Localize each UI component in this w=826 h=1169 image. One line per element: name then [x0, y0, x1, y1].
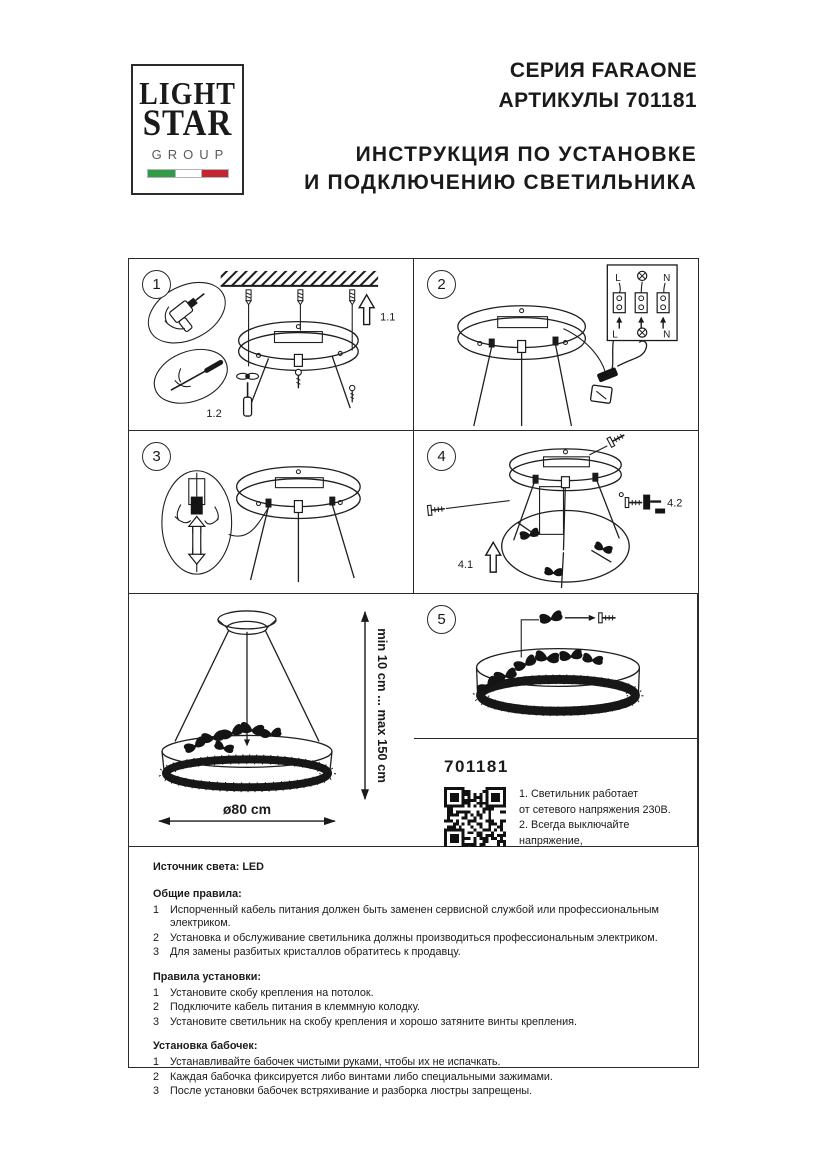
step-5-number: 5 — [427, 605, 456, 634]
dimension-drawing — [129, 594, 414, 846]
butterfly-icon — [219, 723, 244, 741]
panel-step-1 — [129, 259, 414, 431]
butterfly-icon — [539, 610, 564, 625]
articles-title: АРТИКУЛЫ 701181 — [498, 89, 697, 112]
terminal-block-icon — [657, 293, 669, 313]
label-line-bottom: L — [612, 329, 618, 341]
note-line: от сетевого напряжения 230В. — [519, 803, 671, 816]
flag-red-segment — [202, 170, 228, 177]
instruction-grid — [128, 258, 699, 1097]
wall-plug-icon — [350, 290, 355, 305]
screwdriver-hand-callout — [147, 340, 236, 413]
step-1-number: 1 — [142, 270, 171, 299]
label-line-top: L — [615, 272, 621, 284]
screw-icon — [607, 431, 627, 447]
step-3-drawing — [129, 431, 413, 593]
label-1-1: 1.1 — [380, 311, 396, 324]
label-4-1: 4.1 — [457, 559, 474, 572]
butterfly-icon — [582, 652, 604, 665]
list-item: 1 Испорченный кабель питания должен быть заменен сервисной службой или профессиональным электриком. — [153, 903, 659, 929]
series-title: СЕРИЯ FARAONE — [509, 59, 697, 82]
terminal-block-icon — [613, 293, 625, 313]
wall-plug-icon — [298, 290, 303, 305]
screw-icon — [295, 369, 301, 388]
earth-screw-icon — [638, 271, 647, 280]
list-item: 1 Устанавливайте бабочек чистыми руками, чтобы их не испачкать. — [153, 1056, 501, 1068]
butterfly-icon — [559, 648, 583, 661]
label-neutral-bottom: N — [663, 329, 671, 341]
ceiling-hatch — [221, 271, 378, 286]
panel-article — [414, 739, 698, 847]
butterfly-icon — [519, 527, 540, 541]
wall-plug-icon — [246, 290, 251, 305]
step-5-drawing — [414, 594, 697, 738]
panel-step-2 — [414, 259, 698, 431]
arrow-up-icon — [486, 542, 501, 572]
wiring-diagram — [607, 265, 677, 341]
diameter-label: ø80 cm — [222, 801, 272, 818]
drill-icon — [169, 289, 216, 334]
section-title: Установка бабочек: — [153, 1040, 258, 1052]
section-general-rules — [153, 888, 684, 960]
screw-icon — [599, 613, 616, 623]
page-title — [304, 141, 697, 197]
bolt-4-2 — [619, 493, 665, 514]
grip-block — [191, 497, 203, 515]
info-box — [129, 847, 698, 1097]
flag-green-segment — [148, 170, 175, 177]
step-2-number: 2 — [427, 270, 456, 299]
list-item: 3 Для замены разбитых кристаллов обратитесь к продавцу. — [153, 946, 461, 958]
article-number: 701181 — [444, 757, 509, 776]
label-1-2: 1.2 — [206, 408, 222, 421]
step-4-drawing — [414, 431, 698, 593]
panel-step-3 — [129, 431, 414, 594]
title-line-1: ИНСТРУКЦИЯ ПО УСТАНОВКЕ — [355, 143, 697, 166]
panel-step-5 — [414, 594, 698, 739]
list-item: 2 Установка и обслуживание светильника должны производиться профессиональным электриком. — [153, 931, 658, 944]
flag-white-segment — [175, 170, 202, 177]
qr-code — [444, 787, 506, 849]
section-title: Правила установки: — [153, 970, 261, 983]
butterfly-icon — [213, 740, 234, 754]
height-dimension — [361, 611, 390, 800]
label-4-2: 4.2 — [667, 497, 683, 510]
list-item: 1 Установите скобу крепления на потолок. — [153, 986, 374, 999]
note-line: 1. Светильник работает — [519, 788, 639, 800]
cable-grip-callout — [162, 471, 232, 574]
step-3-number: 3 — [142, 442, 171, 471]
butterfly-icon — [544, 567, 563, 577]
step-2-drawing — [414, 259, 698, 430]
light-source-line: Источник света: LED — [153, 861, 264, 873]
panel-step-4 — [414, 431, 698, 594]
list-item: 2 Каждая бабочка фиксируется либо винтами либо специальными зажимами. — [153, 1070, 553, 1083]
series-header — [499, 56, 697, 116]
brand-logo — [131, 64, 244, 195]
screw-icon — [350, 385, 355, 402]
section-title: Общие правила: — [153, 887, 242, 900]
butterfly-icon — [534, 650, 559, 664]
terminal-block-icon — [635, 293, 647, 313]
italian-flag-bar — [147, 169, 229, 178]
section-butterfly-rules — [153, 1040, 684, 1099]
list-item: 2 Подключите кабель питания в клеммную колодку. — [153, 1001, 420, 1013]
callout-leader — [229, 505, 271, 537]
step-4-number: 4 — [427, 442, 456, 471]
label-neutral-top: N — [663, 272, 671, 284]
earth-screw-icon — [638, 328, 647, 337]
brand-word-light: LIGHT — [139, 77, 236, 112]
height-label: min 10 cm ... max 150 cm — [374, 628, 391, 783]
panel-dimensions — [129, 594, 414, 847]
list-item: 3 Установите светильник на скобу крепления и хорошо затяните винты крепления. — [153, 1015, 577, 1028]
note-line: 2. Всегда выключайте напряжение, — [519, 819, 630, 847]
brand-word-group: GROUP — [151, 147, 230, 162]
arrow-up-icon — [359, 295, 374, 325]
title-line-2: И ПОДКЛЮЧЕНИЮ СВЕТИЛЬНИКА — [304, 171, 697, 194]
list-item: 3 После установки бабочек встряхивание и разборка люстры запрещены. — [153, 1085, 533, 1097]
brand-word-star: STAR — [142, 103, 233, 145]
step-1-drawing — [129, 259, 413, 430]
butterfly-icon — [512, 653, 537, 672]
screw-icon — [427, 504, 445, 516]
diameter-dimension — [158, 801, 336, 825]
section-install-rules — [153, 971, 684, 1030]
